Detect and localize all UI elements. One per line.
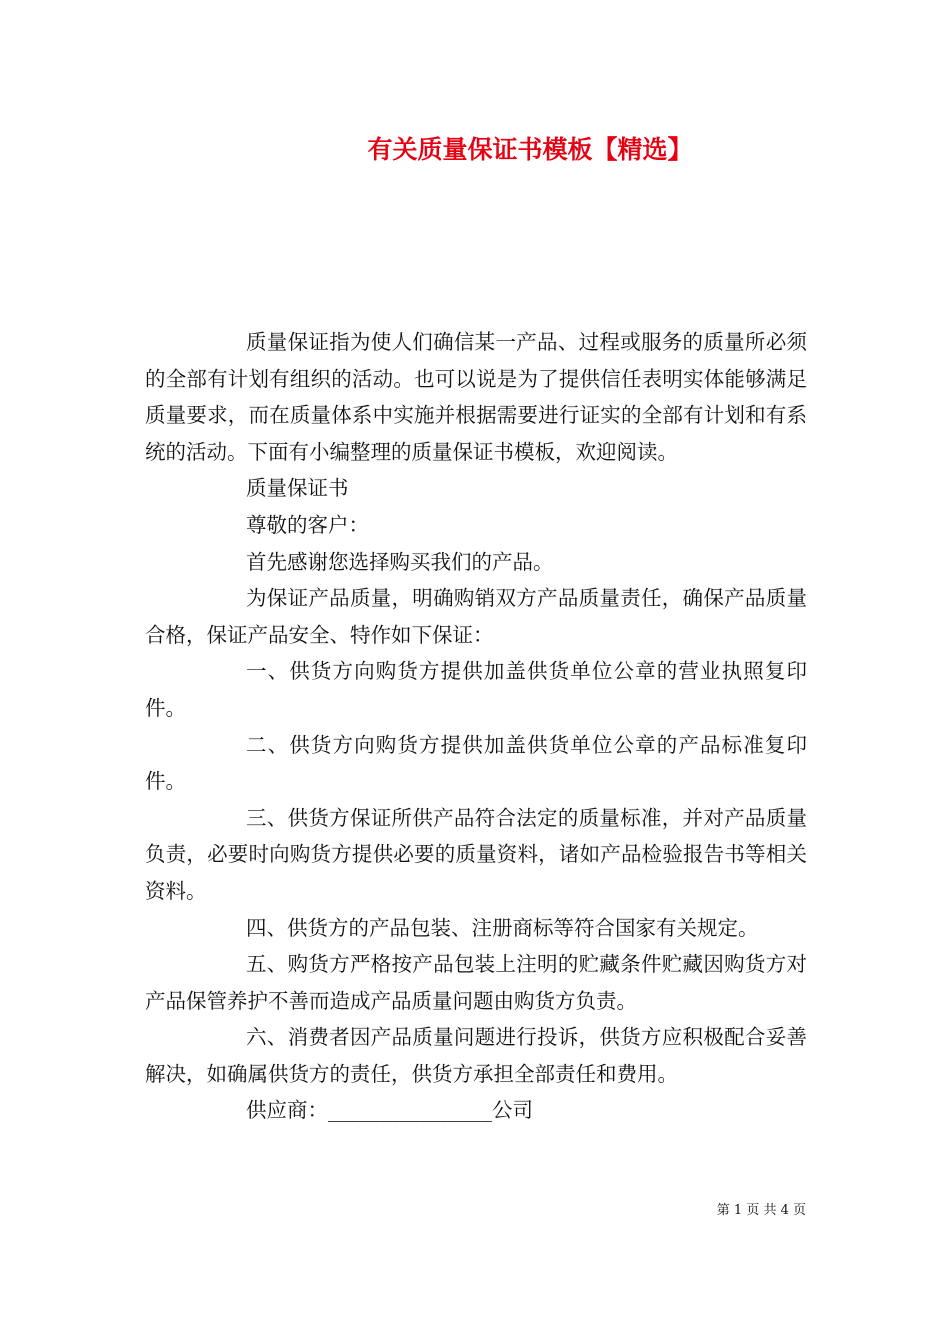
paragraph-item-6: 六、消费者因产品质量问题进行投诉，供货方应积极配合妥善解决，如确属供货方的责任，供货方承担全部责任和费用。 <box>145 1025 807 1086</box>
paragraph-heading: 质量保证书 <box>246 476 349 501</box>
paragraph-item-2: 二、供货方向购货方提供加盖供货单位公章的产品标准复印件。 <box>145 732 807 794</box>
paragraph-purpose: 为保证产品质量，明确购销双方产品质量责任，确保产品质量合格，保证产品安全、特作如下保证： <box>145 586 807 647</box>
paragraph-salutation: 尊敬的客户： <box>246 512 369 537</box>
paragraph-item-1: 一、供货方向购货方提供加盖供货单位公章的营业执照复印件。 <box>145 659 807 720</box>
paragraph-item-3: 三、供货方保证所供产品符合法定的质量标准，并对产品质量负责，必要时向购货方提供必要的质量资料，诸如产品检验报告书等相关资料。 <box>145 805 807 903</box>
paragraph-item-5: 五、购货方严格按产品包装上注明的贮藏条件贮藏因购货方对产品保管养护不善而造成产品质量问题由购货方负责。 <box>145 952 807 1013</box>
page-number: 第 1 页 共 4 页 <box>716 1203 806 1218</box>
paragraph-thanks: 首先感谢您选择购买我们的产品。 <box>246 549 554 574</box>
paragraph-supplier: 供应商：________________公司 <box>246 1098 533 1123</box>
paragraph-intro: 质量保证指为使人们确信某一产品、过程或服务的质量所必须的全部有计划有组织的活动。也可以说是为了提供信任表明实体能够满足质量要求，而在质量体系中实施并根据需要进行证实的全部有计划和有系统的活动。下面有小编整理的质量保证书模板，欢迎阅读。 <box>145 330 807 464</box>
document-body <box>145 324 807 1129</box>
document-title: 有关质量保证书模板【精选】 <box>367 135 693 164</box>
paragraph-item-4: 四、供货方的产品包装、注册商标等符合国家有关规定。 <box>246 915 759 940</box>
